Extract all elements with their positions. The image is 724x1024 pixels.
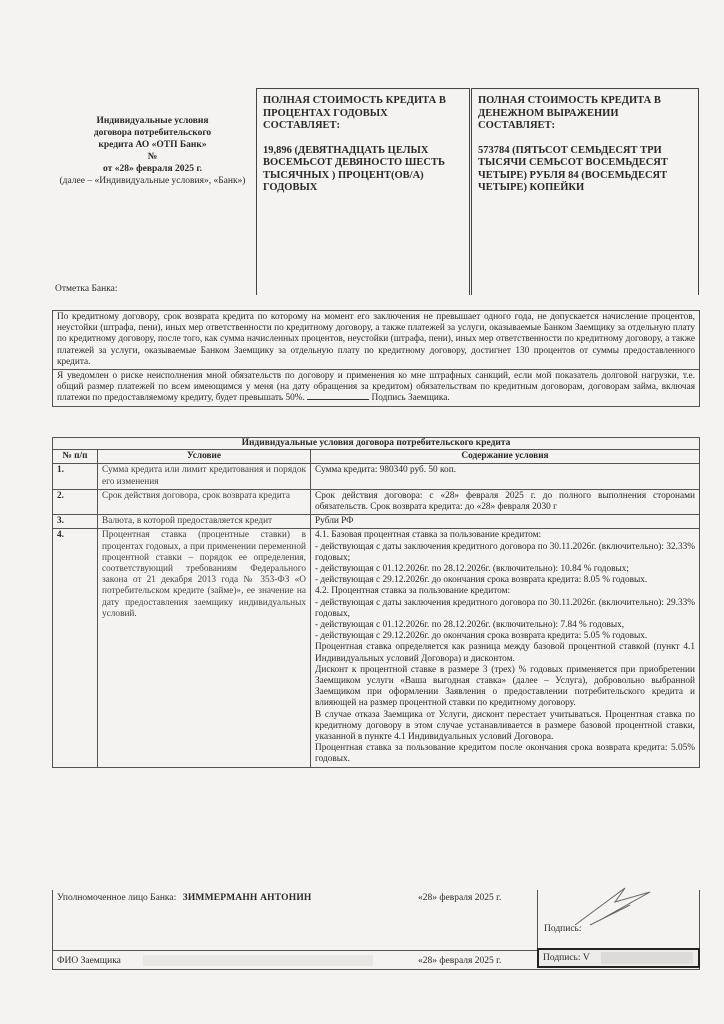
borrower-sign-date: «28» февраля 2025 г. (418, 956, 502, 966)
base-rate-period-3: - действующая с 29.12.2026г. до окончания срока возврата кредита: 8.05 % годовых. (315, 575, 648, 586)
redacted-borrower-signature (601, 952, 693, 964)
table-row (53, 489, 700, 514)
row-content (311, 529, 700, 767)
title-line-1: Индивидуальные условия (96, 116, 209, 126)
borrower-signature-line (307, 399, 369, 400)
psk-money-value: 573784 (ПЯТЬСОТ СЕМЬДЕСЯТ ТРИ ТЫСЯЧИ СЕМЬСОТ ВОСЕМЬДЕСЯТ ЧЕТЫРЕ) РУБЛЯ 84 (ВОСЕМЬДЕСЯТ ЧЕТЫРЕ) КОПЕЙКИ (478, 144, 668, 193)
document-title-block (50, 115, 255, 187)
conditions-table (52, 437, 700, 768)
base-rate-heading: 4.1. Базовая процентная ставка за пользование кредитом: (315, 530, 542, 541)
column-header-condition: Условие (98, 450, 311, 464)
base-rate-period-1: - действующая с даты заключения кредитного договора по 30.11.2026г. (включительно): 32.33% годовых; (315, 541, 695, 563)
psk-money-box (471, 88, 699, 295)
row-number: 3. (53, 515, 98, 529)
row-condition: Валюта, в которой предоставляется кредит (98, 515, 311, 529)
column-header-number: № п/п (53, 450, 98, 464)
service-refusal-terms: В случае отказа Заемщика от Услуги, дисконт перестает учитываться. Процентная ставка по кредитному договору в этом случае устанавливается в размере базовой процентной ставки, указанной в пункте 4.1 Индивидуальных условий Договора. (315, 709, 695, 743)
psk-money-title: ПОЛНАЯ СТОИМОСТЬ КРЕДИТА В ДЕНЕЖНОМ ВЫРАЖЕНИИ СОСТАВЛЯЕТ: (478, 95, 661, 131)
contract-date: от «28» февраля 2025 г. (103, 164, 202, 174)
notice-130-percent: По кредитному договору, срок возврата кредита по которому на момент его заключения не превышает одного года, не допускается начисление процентов, неустойки (штрафа, пени), иных мер ответственности по кредитному договору, а также платежей за услуги, оказываемые Банком Заемщику за отдельную плату по кредитному договору, после того, как сумма начисленных процентов, неустойки (штрафа, пени), иных мер ответственности по кредитному договору, а также платежей за услуги, оказываемые Банком Заемщику за отдельную плату по кредитному договору, достигнет 130 процентов от суммы предоставленного кредита. (57, 312, 695, 367)
bank-representative (57, 893, 312, 903)
row-content: Рубли РФ (311, 515, 700, 529)
base-rate-period-2: - действующая с 01.12.2026г. по 28.12.2026г. (включительно): 10.84 % годовых; (315, 564, 629, 575)
row-condition: Процентная ставка (процентные ставки) в процентах годовых, а при применении переменной процентной ставки – порядок ее определения, соответствующий требованиям Федерального закона от 21 декабря 2013 года № 353-ФЗ «О потребительском кредите (займе)», ее значение на дату предоставления заемщику индивидуальных условий. (98, 529, 311, 767)
table-row (53, 464, 700, 489)
row-condition: Сумма кредита или лимит кредитования и порядок его изменения (98, 464, 311, 489)
rate-period-3: - действующая с 29.12.2026г. до окончания срока возврата кредита: 5.05 % годовых. (315, 631, 648, 642)
bank-sign-date: «28» февраля 2025 г. (418, 893, 502, 903)
table-row (53, 515, 700, 529)
notice-debt-load (53, 369, 699, 406)
rate-definition: Процентная ставка определяется как разница между базовой процентной ставкой (пункт 4.1 Индивидуальных условий Договора) и дисконтом. (315, 642, 695, 664)
legal-notice (52, 310, 700, 407)
borrower-signature-label: Подпись: V (543, 953, 590, 963)
redacted-borrower-name (143, 955, 373, 966)
row-number: 1. (53, 464, 98, 489)
table-row (53, 529, 700, 767)
psk-percent-title: ПОЛНАЯ СТОИМОСТЬ КРЕДИТА В ПРОЦЕНТАХ ГОДОВЫХ СОСТАВЛЯЕТ: (263, 95, 446, 131)
bank-signature-label: Подпись: (544, 924, 582, 934)
rate-period-2: - действующая с 01.12.2026г. по 28.12.2026г. (включительно): 7.84 % годовых, (315, 620, 625, 631)
post-term-rate: Процентная ставка за пользование кредитом после окончания срока возврата кредита: 5.05% годовых. (315, 743, 695, 765)
rate-period-1: - действующая с даты заключения кредитного договора по 30.11.2026г. (включительно): 29.33% годовых, (315, 597, 695, 619)
row-content: Срок действия договора: с «28» февраля 2025 г. до полного выполнения сторонами обязательств. Срок возврата кредита: до «28» февраля 2030 г (311, 489, 700, 514)
row-number: 2. (53, 489, 98, 514)
column-header-content: Содержание условия (311, 450, 700, 464)
row-condition: Срок действия договора, срок возврата кредита (98, 489, 311, 514)
rate-heading: 4.2. Процентная ставка за пользование кредитом: (315, 586, 511, 597)
borrower-row (53, 950, 537, 970)
borrower-signature-caption: Подпись Заемщика. (371, 393, 450, 404)
title-line-3: кредита АО «ОТП Банк» (98, 140, 207, 150)
bank-rep-label: Уполномоченное лицо Банка: (57, 893, 177, 903)
title-line-2: договора потребительского (93, 128, 212, 138)
contract-number-label: № (147, 152, 158, 162)
psk-percent-value: 19,896 (ДЕВЯТНАДЦАТЬ ЦЕЛЫХ ВОСЕМЬСОТ ДЕВЯНОСТО ШЕСТЬ ТЫСЯЧНЫХ ) ПРОЦЕНТ(ОВ/А) ГОДОВЫХ (263, 144, 445, 193)
document-alias-note: (далее – «Индивидуальные условия», «Банк») (59, 176, 246, 186)
bank-mark-label: Отметка Банка: (55, 284, 118, 294)
bank-rep-name: ЗИММЕРМАНН АНТОНИН (182, 893, 312, 903)
borrower-name-label: ФИО Заемщика (57, 956, 121, 966)
row-content: Сумма кредита: 980340 руб. 50 коп. (311, 464, 700, 489)
debt-load-text: Я уведомлен о риске неисполнения мной обязательств по договору и применения ко мне штрафных санкций, если мой показатель долговой нагрузки, т.е. общий размер платежей по всем имеющимся у меня (на дату обращения за кредитом) обязательствам по кредитным договорам, договорам займа, включая платежи по предоставляемому кредиту, будет превышать 50%. (57, 371, 695, 404)
borrower-signature-box (537, 948, 700, 968)
handwritten-signature-icon (570, 880, 660, 930)
table-title: Индивидуальные условия договора потребительского кредита (53, 438, 700, 450)
discount-terms: Дисконт к процентной ставке в размере 3 (трех) % годовых применяется при приобретении Заемщиком услуги «Ваша выгодная ставка» (далее – Услуга), добровольно выбранной Заемщиком при оформлении Заявления о предоставлении потребительского кредита и влияющей на размер процентной ставки по кредитному договору. (315, 664, 695, 709)
psk-percent-box (256, 88, 470, 295)
row-number: 4. (53, 529, 98, 767)
